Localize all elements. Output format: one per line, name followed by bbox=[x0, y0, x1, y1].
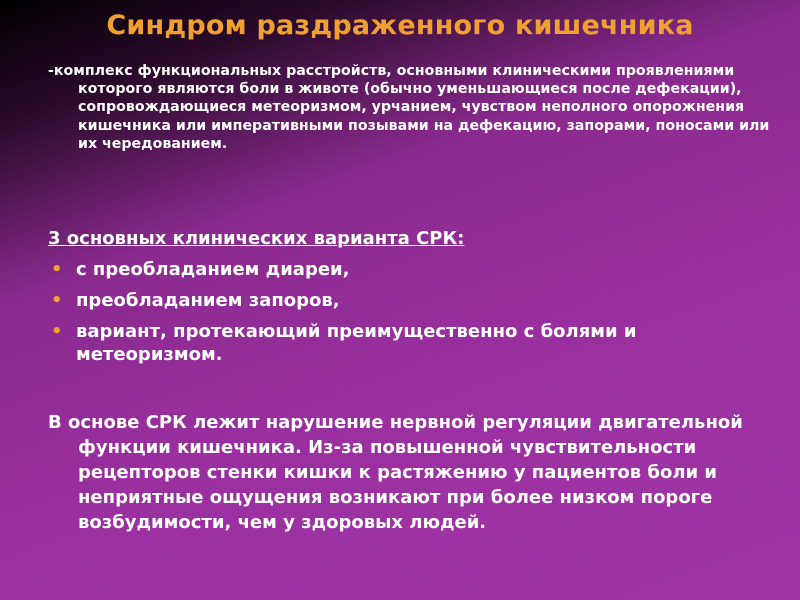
variants-heading: 3 основных клинических варианта СРК: bbox=[48, 228, 465, 249]
list-item bbox=[48, 258, 748, 281]
slide-title: Синдром раздраженного кишечника bbox=[106, 10, 694, 41]
variant-text: вариант, протекающий преимущественно с болями и метеоризмом. bbox=[76, 321, 637, 365]
bullet-icon: • bbox=[51, 259, 63, 280]
variant-text: с преобладанием диареи, bbox=[76, 259, 350, 280]
list-item bbox=[48, 320, 748, 366]
definition-paragraph: -комплекс функциональных расстройств, основными клиническими проявлениями которого являются боли в животе (обычно уменьшающиеся после дефекации), сопровождающиеся метеоризмом, урчанием, чувством неполного опорожнения кишечника или императивными позывами на дефекацию, запорами, поносами или их чередованием. bbox=[48, 63, 770, 152]
conclusion-paragraph: В основе СРК лежит нарушение нервной регуляции двигательной функции кишечника. Из-за повышенной чувствительности рецепторов стенки кишки к растяжению у пациентов боли и неприятные ощущения возникают при более низком пороге возбудимости, чем у здоровых людей. bbox=[48, 412, 743, 533]
bullet-icon: • bbox=[51, 290, 63, 311]
variants-list bbox=[48, 258, 748, 374]
bullet-icon: • bbox=[51, 321, 63, 342]
variant-text: преобладанием запоров, bbox=[76, 290, 340, 311]
list-item bbox=[48, 289, 748, 312]
